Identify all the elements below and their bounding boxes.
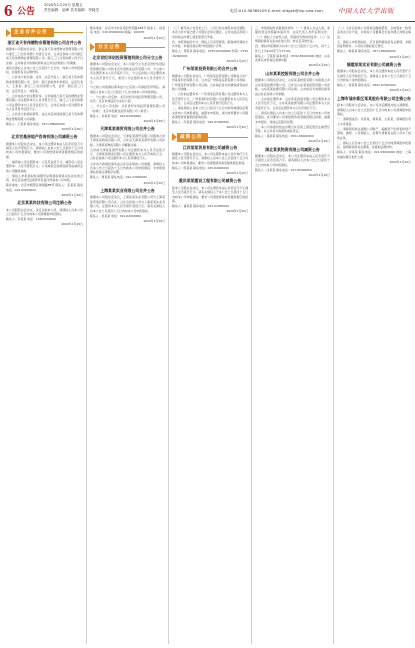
banner-rule: [208, 137, 248, 138]
notice-paragraph: 联系人：卫某某 联系电话：0532-85000000 地址：山东省青岛市市南区香港中路: [255, 53, 330, 63]
section-banner-label: 分立公告: [95, 43, 126, 52]
notice-paragraph: 联系人：李某某 电话：13800000000: [6, 217, 57, 222]
notice-date: 2020年1月20日: [308, 63, 330, 68]
notice-paragraph: 二、请各位债权人自本公告之日起四十五日内向本公司申报债权，并可要求公司清偿债务或者提供相应担保。逾期未申报的，将按法定程序处理。: [255, 110, 330, 124]
notice-paragraph: 根据本公司股东会决议，上海某某实业有限公司与上海某某贸易有限公司合并，合并后存续公司为上海某某实业有限公司，注册资本为人民币壹仟贰佰万元。请有关债权人自本公告之日起四十五日内向本公司申报债权。: [90, 195, 165, 213]
notice-date: 2020年1月20日: [389, 88, 411, 93]
notice-date: 2020年1月20日: [226, 125, 248, 130]
notice-date: 2020年1月20日: [61, 192, 83, 197]
notice-paragraph: 联系人：杨某某 联系电话：0591-87000000: [337, 83, 396, 88]
notice-paragraph: （二）合并后存续公司将依法继续经营，全体股东一致同意本次合并方案，并授权公司董事会全权办理合并相关事宜。: [337, 26, 411, 39]
column-5: [333, 26, 411, 644]
column-2: [86, 26, 165, 644]
newspaper-logo: 中国人民大学出版: [338, 7, 394, 15]
editor-line: 责任编辑：赵峰 美术编辑：李晓龙: [44, 8, 100, 12]
notice-paragraph: 三、合并各方的债权债务，由合并后存续的浙江省天有伟德物业管理有限公司承继。: [6, 112, 83, 121]
column-3: [168, 26, 248, 644]
notice-date: 2020年1月20日: [226, 58, 248, 63]
notice-date: 2020年1月20日: [226, 171, 248, 176]
notice-paragraph: 五、债权人申报债权时，应当说明债权的有关事项，并提供证明材料。公司将对债权进行登记。: [337, 39, 411, 49]
notice-paragraph: 经本公司股东会决议，本公司注册资本由人民币伍仟万元减至人民币贰仟万元。请有关债权人于本公告之日起四十五日内向本公司申报债权，要求公司清偿债务或者提供相应的担保。: [172, 185, 248, 204]
notice-paragraph: 本公司经股东会决议，决定注销本公司，请债权人自本公告之日起四十五日内向本公司清算组申报债权。: [6, 207, 83, 217]
notice-paragraph: 分立前公司的债权债务由分立后的公司承担连带责任。请债权人自本公告之日起四十五日内向本公司申报债权。: [90, 85, 165, 94]
notice-paragraph: 联系人：韩某某 联系电话：0571-86000000: [337, 49, 396, 54]
notice-paragraph: 联系人：沈某某 联系电话：027-85000000: [255, 167, 312, 172]
notice-paragraph: 一、减资前公司注册资本：人民币伍佰万元；减资后公司注册资本：人民币壹佰万元。公司减资后的债权债务由减资后的公司继续承担。: [6, 159, 83, 173]
notice-paragraph: 联系人：王某某 联系电话：0571-88000000: [6, 121, 65, 126]
issue-date-line: 2020年1月20日 星期五: [44, 3, 83, 7]
notice-paragraph: 四、债权申报期间为自本公告之日起四十五日内，每个工作日上午9:00至下午17:00。: [255, 44, 330, 53]
notice-paragraph: 根据本公司股东会决议，天津某某商贸有限公司吸收合并天津某某物流有限公司，合并后天津某某商贸有限公司存续，天津某某物流有限公司解散注销。: [90, 133, 165, 147]
notice-paragraph: 联系地址：北京市朝阳区建国路88号 联系人：张某某 联系电话：010-65000000: [6, 183, 83, 192]
notice-paragraph: 三、申报债权时需提供的材料：（一）债权人为法人的，需提供营业执照副本复印件、法定代表人身份证明文件；（二）债权人为自然人的，需提供有效身份证件；（三）证明债权债务关系存在的合同、协议及其他凭证。: [255, 26, 330, 44]
notice-paragraph: 根据本公司股东会决议，本公司注册资本由人民币贰仟万元减至人民币伍佰万元。请各债权人自本公告之日起四十五日内向本公司申报债权。: [255, 153, 330, 167]
notice-paragraph: 二、清算组将依法清理公司财产，编制资产负债表和财产清单，通知、公告债权人，处理与清算有关的公司未了结的业务。: [337, 126, 411, 140]
notice-paragraph: 联系地址：北京市丰台区南四环西路188号 联系人：赵某某 电话：010-83000000 邮编：100070: [90, 26, 165, 35]
notice-paragraph: 请有关债权人自本公告之日起四十五日内，向本公司申报债权，并提供有关证明材料。: [6, 65, 83, 75]
notice-paragraph: 二、债权人申报债权时请携带证明债权债务关系存在的合同、协议及其他凭证的原件及复印件到本公司申报。: [6, 173, 83, 183]
notice-paragraph: 一、分立前公司名称：北京世纪华创投资管理有限公司，住所：北京市海淀区中关村大街。: [90, 94, 165, 104]
notice-paragraph: 根据本公司股东会决议，本公司注册资本由人民币壹仟万元减至人民币叁佰万元。请债权人自本公告之日起四十五日内向本公司申报债权。: [337, 69, 411, 83]
notice-paragraph: 联系人：孙某某 电话：010-62000000: [90, 113, 142, 118]
notice-paragraph: 合并前天津某某商贸有限公司注册资本为人民币伍佰万元，天津某某物流有限公司注册资本为人民币叁佰万元，合并后存续公司注册资本为人民币捌佰万元。: [90, 147, 165, 161]
notice-paragraph: 联系人：褚某某 联系电话：023-63000000: [172, 204, 229, 209]
notice-date: 2020年1月20日: [308, 172, 330, 177]
column-1: [6, 26, 83, 644]
notice-paragraph: 联系人：郑某某 联系电话：0755-82000000 传真：0755-82000001: [172, 49, 248, 58]
notice-title: 浙江省天有伟德物业管理有限公司合并公告: [7, 40, 82, 45]
issue-info: [44, 3, 99, 13]
notice-date: 2020年1月20日: [226, 209, 248, 214]
notice-paragraph: 联系人：蒋某某 联系电话：0531-86000000: [255, 134, 314, 139]
notice-paragraph: 联系人：陈某某 联系电话：025-84000000: [172, 165, 229, 170]
page-section-label: 公告: [17, 7, 36, 17]
notice-paragraph: 根据本公司股东会决议，本公司注册资本由人民币伍佰万元减至人民币壹佰万元。请债权人自本公告之日起四十五日内向本公司申报债权，要求公司清偿债务或者提供相应的担保。: [6, 141, 83, 159]
notice-paragraph: 联系人：冯某某 联系电话：020-87000000: [172, 120, 229, 125]
notice-paragraph: 一、清算组成员：朱某某、秦某某、尤某某，清算组负责人为朱某某。: [337, 117, 411, 126]
notice-paragraph: 一、合并前注册资本：山东某某控股有限公司注册资本为人民币伍仟万元，山东某某能源有限公司注册资本为人民币贰仟万元。合并后注册资本为人民币柒仟万元。: [255, 96, 330, 110]
section-banner-label: 减资公告: [177, 133, 208, 142]
notice-paragraph: 根据本公司股东会决议，浙江省天有伟德物业管理有限公司与浙江三门北有伟德公司进行合并，合并后存续公司为浙江省天有伟德物业管理有限公司，浙江三门北有伟德公司予以注销。合并前各方的债权债务由合并后存续的公司承继。: [6, 47, 83, 65]
notice-date: 2020年1月20日: [308, 139, 330, 144]
notice-paragraph: 根据本公司股东会决议，本公司注册资本由人民币叁仟万元减至人民币壹仟万元。请债权人自本公告之日起四十五日内向本公司申报债权，要求公司清偿债务或者提供相应担保。: [172, 152, 248, 165]
page-number: 6: [4, 1, 13, 20]
notice-title: 江苏某某贸易有限公司减资公告: [182, 144, 238, 150]
notice-date: 2020年1月20日: [143, 180, 165, 185]
notice-paragraph: 三、本公司承诺将依法办理合并后的工商变更及注销登记手续，对合并各方的债务承担责任。: [255, 124, 330, 134]
banner-rule: [126, 47, 165, 48]
contact-info: 电话:010-56369109 E-mail: zhtgzk@vip.sina.com: [230, 8, 323, 13]
notice-paragraph: 根据本公司股东会决议，广州某某投资有限公司吸收合并广州某某科技有限公司，合并后广州某某投资有限公司存续，广州某某科技有限公司注销。合并前后各方的债权债务由存续公司承继。: [172, 73, 248, 92]
notice-title: 上海市浦东新区某某股份有限公司注销公告: [337, 95, 411, 101]
section-banner: [172, 133, 248, 142]
masthead: [0, 0, 415, 22]
notice-paragraph: 二、合并前各方的注册资本：合并前浙江省天有伟德物业管理有限公司注册资本为人民币壹仟万元，浙江三门北有伟德公司注册资本为人民币伍佰万元，合并后存续公司注册资本为人民币壹仟伍佰万元。: [6, 93, 83, 112]
notice-paragraph: 根据本公司股东会决议，山东某某控股有限公司吸收合并山东某某能源有限公司。合并后山东某某控股有限公司存续，山东某某能源有限公司注销。合并前双方的债权债务由合并后存续公司承继。: [255, 78, 330, 96]
notice-paragraph: 经本公司股东大会决议，本公司决定解散并成立清算组，请债权人自本公告之日起四十五日内向本公司清算组申报债权。: [337, 103, 411, 117]
notice-date: 2020年1月20日: [389, 54, 411, 59]
notice-paragraph: 联系人：吴某某 电话：021-64000000: [90, 213, 142, 218]
notice-paragraph: 一、合并各方的名称、住所、法定代表人：浙江省天有伟德物业管理有限公司，住所：浙江省杭州市余杭区，法定代表人：王某某。浙江三门北有伟德公司，住所：浙江省三门县，法定代表人：刘某某。: [6, 75, 83, 93]
notice-date: 2020年1月20日: [61, 222, 83, 227]
notice-title: 湖北某某物资有限公司减资公告: [265, 146, 320, 152]
section-banner: [6, 28, 83, 37]
notice-date: 2020年1月20日: [143, 35, 165, 40]
notice-paragraph: 二、请各债权人自本公告之日起四十五日内持有效债权证明文件向公司申报债权，逾期未申报的，视为放弃要求公司提前清偿或者提供担保的权利。: [172, 106, 248, 120]
notice-title: 北京某某科技有限公司注销公告: [17, 200, 72, 206]
notice-date: 2020年1月20日: [143, 118, 165, 123]
notice-paragraph: 三、债权人应自本公告之日起四十五日内向清算组申报债权，说明债权的有关事项，并提供证明材料。: [337, 140, 411, 150]
notice-paragraph: 合并各方的债权债务由合并后存续的公司承继，请债权人自本公告之日起四十五日内向本公司申报债权，未申报的债权将按法律程序处理。: [90, 161, 165, 175]
notice-paragraph: 根据本公司股东会决议，本公司拟分立为北京世纪华创投资管理有限公司和北京华创新业投资有限公司。分立前公司注册资本为人民币贰仟万元，分立后存续公司注册资本为人民币壹仟万元，新设公司注册资本为人民币壹仟万元。: [90, 62, 165, 85]
notice-paragraph: 联系人：周某某 联系电话：022-23000000: [90, 175, 147, 180]
notice-paragraph: 二、分立后公司名称：北京世纪华创投资管理有限公司（存续），北京华创新业投资有限公司（新设）。: [90, 104, 165, 113]
notice-paragraph: 四、申报债权的方式：债权人可采用现场、邮寄或传真的方式申报，申报时请注明“申报债权”字样。: [172, 39, 248, 49]
notice-title: 广州某某投资有限公司合并公告: [182, 66, 238, 72]
banner-rule: [54, 32, 83, 33]
column-4: [251, 26, 330, 644]
notice-title: 天津某某商贸有限公司合并公告: [100, 126, 155, 132]
section-banner: [90, 43, 165, 52]
notice-title: 重庆某某建设工程有限公司减资公告: [178, 178, 242, 184]
notice-paragraph: 一、合并前注册资本：广州某某投资有限公司注册资本为人民币壹仟万元，广州某某科技有限公司注册资本为人民币伍佰万元。合并后注册资本为人民币壹仟伍佰万元。: [172, 92, 248, 106]
notice-title: 山东某某控股有限公司合并公告: [265, 70, 320, 76]
notice-date: 2020年1月20日: [143, 218, 165, 223]
notice-paragraph: （三）截至本公告发布之日，公司已向全体股东发出通知，本次合并方案已经公司股东会审议通过。合并完成后存续公司将依法办理工商变更登记手续。: [172, 26, 248, 39]
notice-date: 2020年1月20日: [389, 159, 411, 164]
section-banner-label: 企业合并公告: [11, 28, 54, 37]
notice-title: 福建某某实业有限公司减资公告: [346, 61, 402, 67]
notice-title: 上海某某实业有限公司合并公告: [100, 187, 155, 193]
notice-title: 北京世纪华创投资管理有限公司分立公告: [92, 54, 163, 60]
notice-title: 北京宏基房地产咨询有限公司减资公告: [11, 134, 78, 140]
notice-paragraph: 联系人：许某某 联系电话：021-58000000 地址：上海市浦东新区世纪大道: [337, 150, 411, 159]
notice-date: 2020年1月20日: [61, 126, 83, 131]
